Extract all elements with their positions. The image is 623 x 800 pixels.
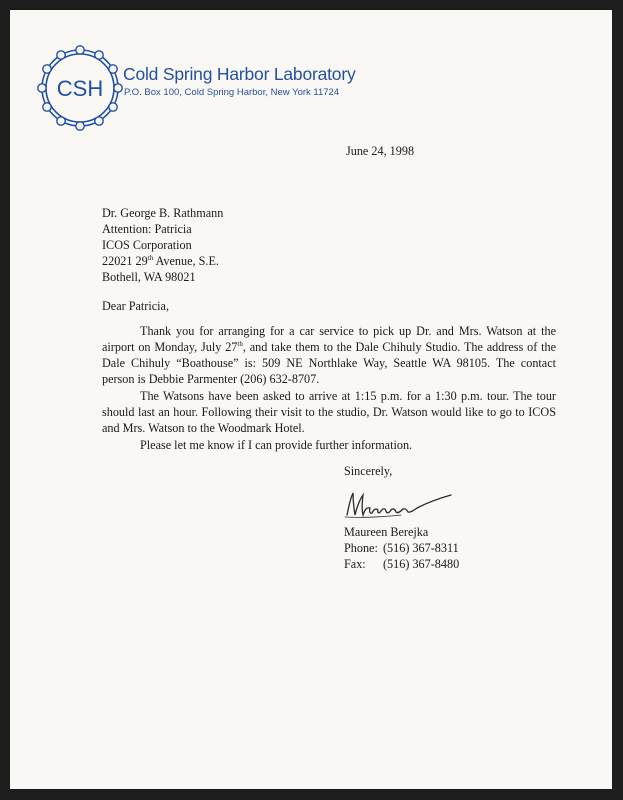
signer-fax-label: Fax:	[344, 557, 366, 571]
signature	[341, 487, 461, 521]
letter-date: June 24, 1998	[346, 144, 415, 158]
signer-fax: (516) 367-8480	[383, 557, 460, 571]
recipient-city: Bothell, WA 98021	[102, 270, 196, 284]
lab-name: Cold Spring Harbor Laboratory	[123, 64, 356, 84]
salutation: Dear Patricia,	[102, 299, 169, 313]
signer-phone: (516) 367-8311	[383, 541, 459, 555]
body-paragraph-2: The Watsons have been asked to arrive at 1:15 p.m. for a 1:30 p.m. tour. The tour should last an hour. Following their visit to the studio, Dr. Watson would like to go to ICOS and Mrs. Watson to the Woodmark Hotel.	[102, 389, 556, 435]
signer-name: Maureen Berejka	[344, 525, 429, 539]
body-paragraph-3: Please let me know if I can provide further information.	[140, 438, 413, 452]
csh-monogram: CSH	[56, 76, 104, 101]
letter-page	[10, 10, 612, 789]
body-paragraph-1: Thank you for arranging for a car service to pick up Dr. and Mrs. Watson at the airport on Monday, July 27th, and take them to the Dale Chihuly Studio. The address of the Dale Chihuly “Boathouse” is: 509 NE Northlake Way, Seattle WA 98105. The contact person is Debbie Parmenter (206) 632-8707.	[102, 324, 556, 386]
recipient-attention: Attention: Patricia	[102, 222, 192, 236]
signer-phone-label: Phone:	[344, 541, 378, 555]
lab-address: P.O. Box 100, Cold Spring Harbor, New York 11724	[124, 87, 340, 98]
recipient-name: Dr. George B. Rathmann	[102, 206, 224, 220]
csh-logo	[36, 44, 124, 132]
recipient-street: 22021 29th Avenue, S.E.	[102, 254, 219, 268]
closing: Sincerely,	[344, 464, 393, 478]
recipient-company: ICOS Corporation	[102, 238, 192, 252]
